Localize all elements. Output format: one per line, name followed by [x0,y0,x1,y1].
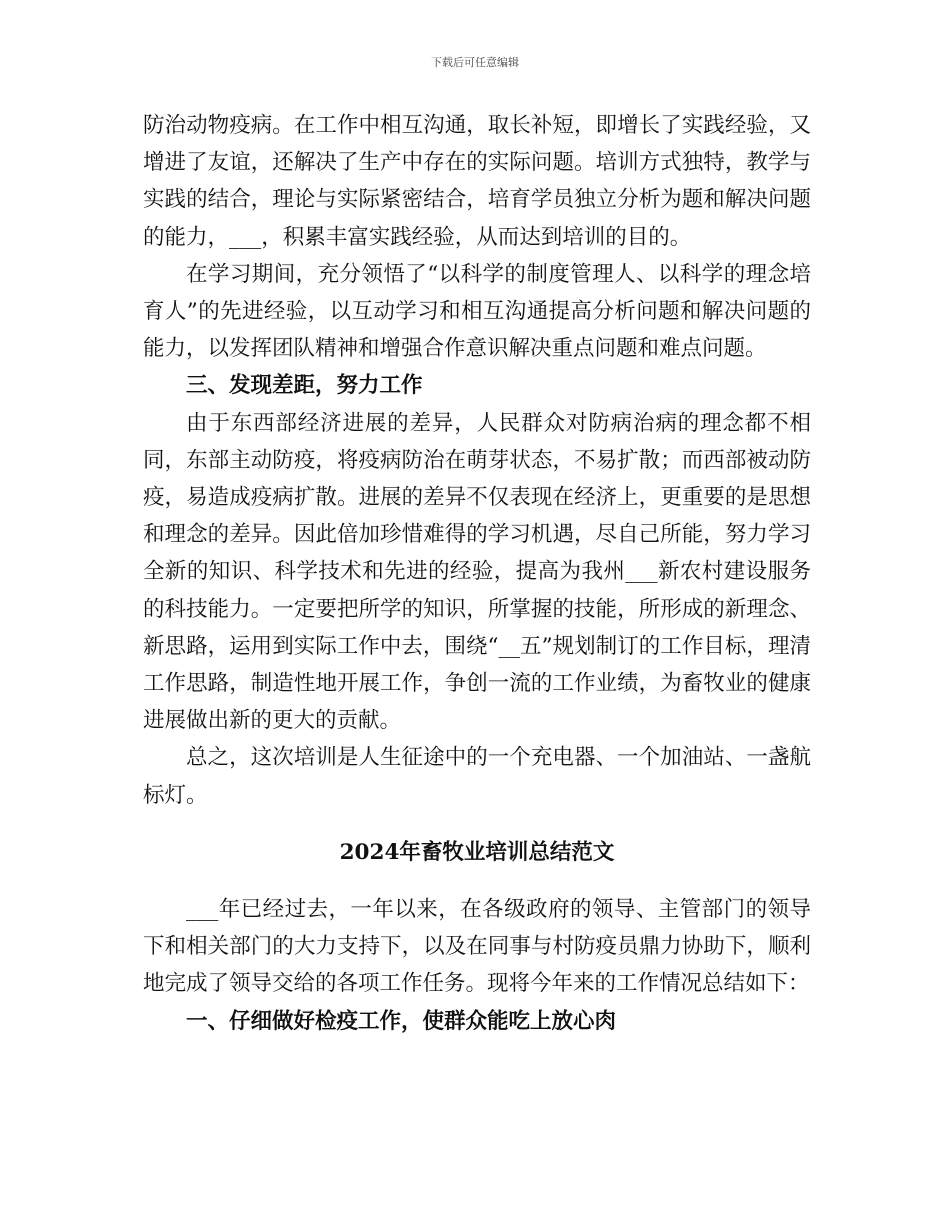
section-heading-1: 一、仔细做好检疫工作，使群众能吃上放心肉 [186,1008,617,1034]
paragraph-intro: ___年已经过去，一年以来，在各级政府的领导、主管部门的领导下和相关部门的大力支持下，以及在同事与村防疫员鼎力协助下，顺利地完成了领导交给的各项工作任务。现将今年来的工作情况总结如下： [143,897,811,997]
page-header: 下载后可任意编辑 [431,56,519,69]
paragraph-study-period: 在学习期间，充分领悟了“以科学的制度管理人、以科学的理念培育人”的先进经验，以互动学习和相互沟通提高分析问题和解决问题的能力，以发挥团队精神和增强合作意识解决重点问题和难点问题。 [143,261,811,362]
paragraph-continued: 防治动物疫病。在工作中相互沟通，取长补短，即增长了实践经验，又增进了友谊，还解决了生产中存在的实际问题。培训方式独特，教学与实践的结合，理论与实际紧密结合，培育学员独立分析为题和解决问题的能力，___，积累丰富实践经验，从而达到培训的目的。 [143,113,811,250]
paragraph-conclusion: 总之，这次培训是人生征途中的一个充电器、一个加油站、一盏航标灯。 [143,745,811,808]
document-title: 2024年畜牧业培训总结范文 [339,839,615,865]
paragraph-east-west-gap: 由于东西部经济进展的差异，人民群众对防病治病的理念都不相同，东部主动防疫，将疫病防治在萌芽状态，不易扩散；而西部被动防疫，易造成疫病扩散。进展的差异不仅表现在经济上，更重要的是思想和理念的差异。因此倍加珍惜难得的学习机遇，尽自己所能，努力学习全新的知识、科学技术和先进的经验，提高为我州___新农村建设服务的科技能力。一定要把所学的知识，所掌握的技能，所形成的新理念、新思路，运用到实际工作中去，围绕“__五”规划制订的工作目标，理清工作思路，制造性地开展工作，争创一流的工作业绩，为畜牧业的健康进展做出新的更大的贡献。 [143,410,811,734]
section-heading-3: 三、发现差距，努力工作 [186,373,423,399]
document-body [143,107,811,1040]
